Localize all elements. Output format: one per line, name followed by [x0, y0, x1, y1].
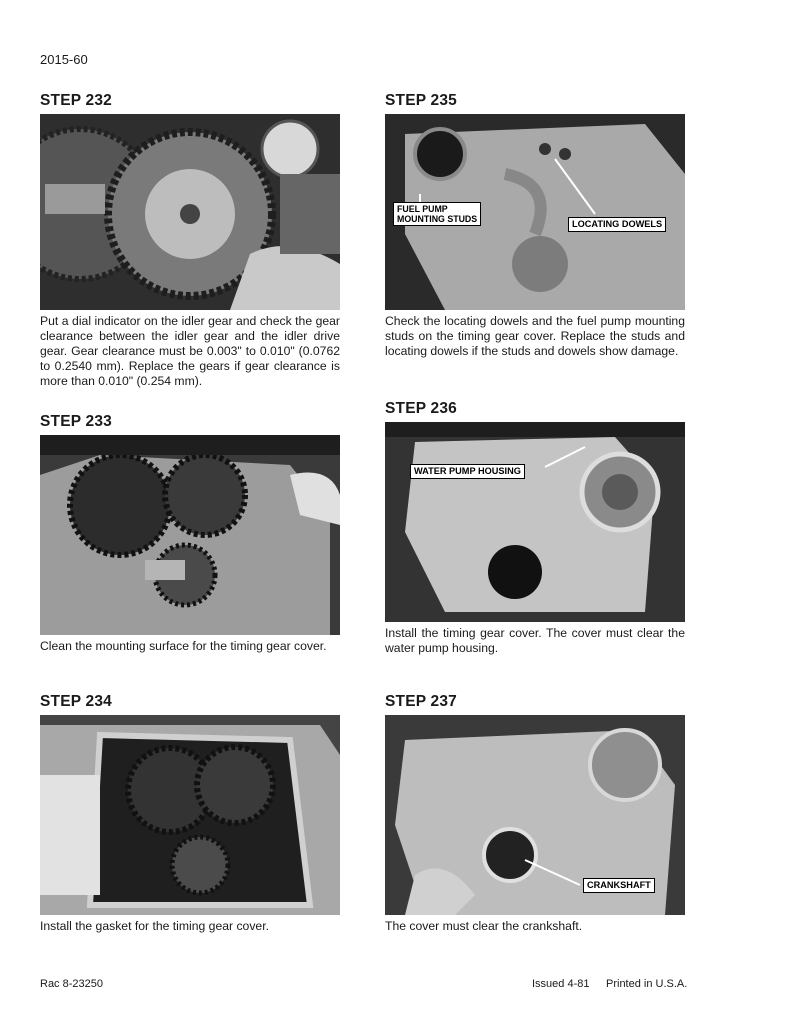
step-title: STEP 233 [40, 413, 112, 430]
step-caption: Clean the mounting surface for the timing gear cover. [40, 639, 327, 653]
step-caption: Check the locating dowels and the fuel pump mounting studs on the timing gear cover. Replace the studs and locating dowels if the studs and dowels show damage. [385, 314, 685, 358]
step-title: STEP 236 [385, 400, 457, 417]
step-caption: The cover must clear the crankshaft. [385, 919, 583, 933]
step-title: STEP 232 [40, 92, 112, 109]
photo-cover-clear-crankshaft [385, 715, 685, 915]
step-236 [385, 400, 685, 656]
footer-printed: Printed in U.S.A. [606, 978, 688, 990]
footer-issued: Issued 4-81 [532, 978, 590, 990]
photo-timing-gear-cover-dowels [385, 114, 685, 310]
photo-timing-gear-mounting-surface [40, 435, 340, 635]
step-232 [40, 92, 340, 389]
page-number: 2015-60 [40, 52, 88, 67]
step-235 [385, 92, 685, 359]
photo-install-timing-gear-cover [385, 422, 685, 622]
step-234 [40, 693, 340, 934]
step-caption: Put a dial indicator on the idler gear and check the gear clearance between the idler gear and the idler drive gear. Gear clearance must be 0.003" to 0.010" (0.0762 to 0.2540 mm). Replace the gears if gear clearance is more than 0.010" (0.254 mm). [40, 314, 340, 388]
step-title: STEP 235 [385, 92, 457, 109]
callout-fuel-pump-mounting-studs: FUEL PUMP MOUNTING STUDS [393, 202, 481, 226]
step-title: STEP 237 [385, 693, 457, 710]
callout-locating-dowels: LOCATING DOWELS [568, 217, 666, 232]
callout-crankshaft: CRANKSHAFT [583, 878, 655, 893]
step-caption: Install the timing gear cover. The cover must clear the water pump housing. [385, 626, 685, 655]
step-caption: Install the gasket for the timing gear cover. [40, 919, 269, 933]
step-title: STEP 234 [40, 693, 112, 710]
step-233 [40, 413, 340, 654]
photo-idler-gear-dial-indicator [40, 114, 340, 310]
callout-water-pump-housing: WATER PUMP HOUSING [410, 464, 525, 479]
footer-document-number: Rac 8-23250 [40, 978, 103, 990]
photo-timing-gear-gasket [40, 715, 340, 915]
step-237 [385, 693, 685, 934]
